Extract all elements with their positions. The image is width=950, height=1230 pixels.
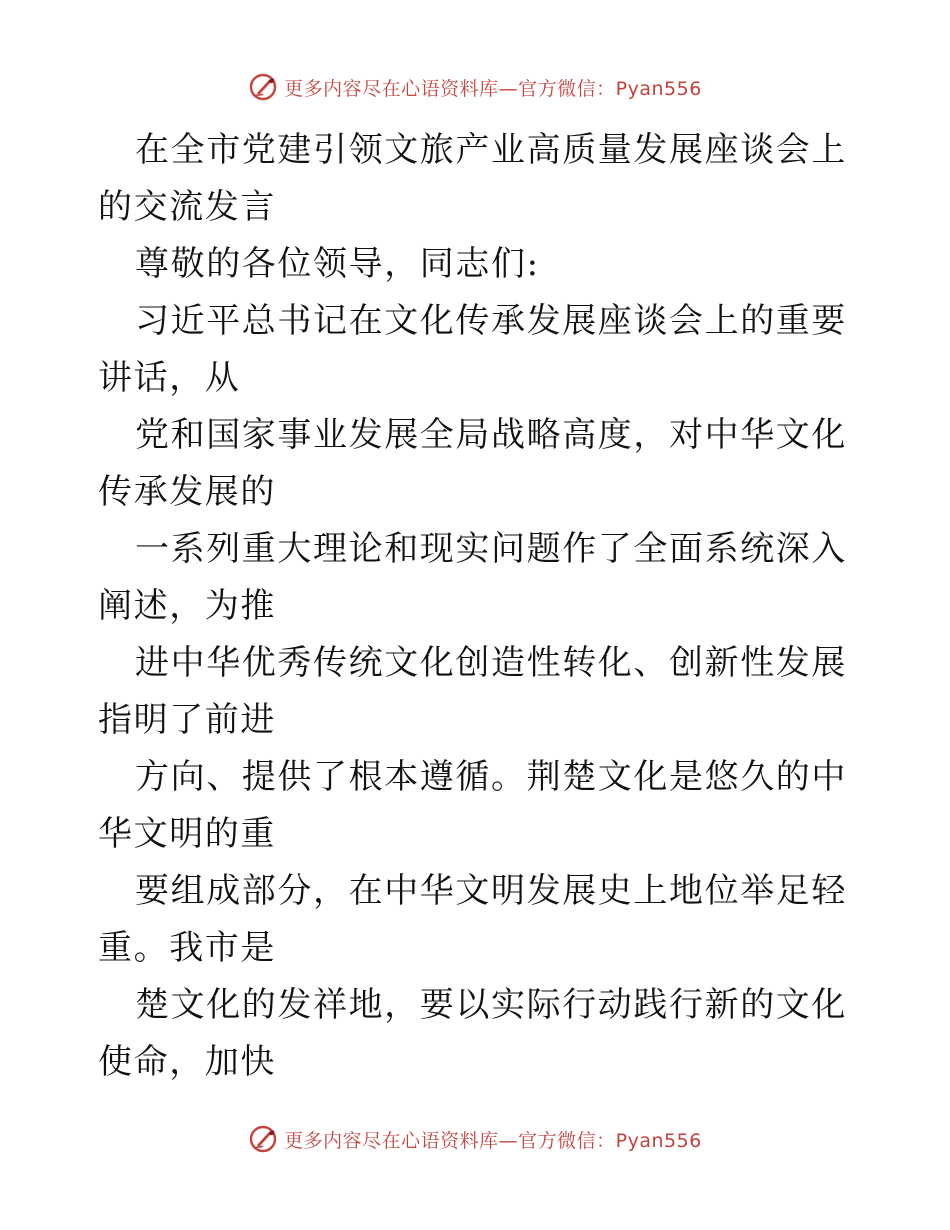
document-body <box>98 122 858 1091</box>
watermark-header <box>0 72 950 102</box>
watermark-text <box>284 1126 702 1153</box>
quill-logo-icon <box>248 1124 278 1154</box>
body-paragraph: 进中华优秀传统文化创造性转化、创新性发展指明了前进 <box>98 643 847 740</box>
watermark-text <box>284 74 702 101</box>
watermark-account: Pyan556 <box>615 77 702 100</box>
document-title: 在全市党建引领文旅产业高质量发展座谈会上的交流发言 <box>98 130 847 227</box>
body-paragraph: 楚文化的发祥地，要以实际行动践行新的文化使命，加快 <box>98 985 847 1082</box>
watermark-account: Pyan556 <box>615 1129 702 1152</box>
watermark-label: 更多内容尽在心语资料库—官方微信： <box>284 1129 616 1152</box>
quill-logo-icon <box>248 72 278 102</box>
watermark-footer <box>0 1124 950 1154</box>
body-paragraph: 要组成部分，在中华文明发展史上地位举足轻重。我市是 <box>98 871 847 968</box>
body-paragraph: 方向、提供了根本遵循。荆楚文化是悠久的中华文明的重 <box>98 757 847 854</box>
watermark-label: 更多内容尽在心语资料库—官方微信： <box>284 77 616 100</box>
salutation: 尊敬的各位领导，同志们: <box>135 244 540 284</box>
body-paragraph: 一系列重大理论和现实问题作了全面系统深入阐述，为推 <box>98 529 847 626</box>
body-paragraph: 党和国家事业发展全局战略高度，对中华文化传承发展的 <box>98 415 847 512</box>
body-paragraph: 习近平总书记在文化传承发展座谈会上的重要讲话，从 <box>98 301 847 398</box>
